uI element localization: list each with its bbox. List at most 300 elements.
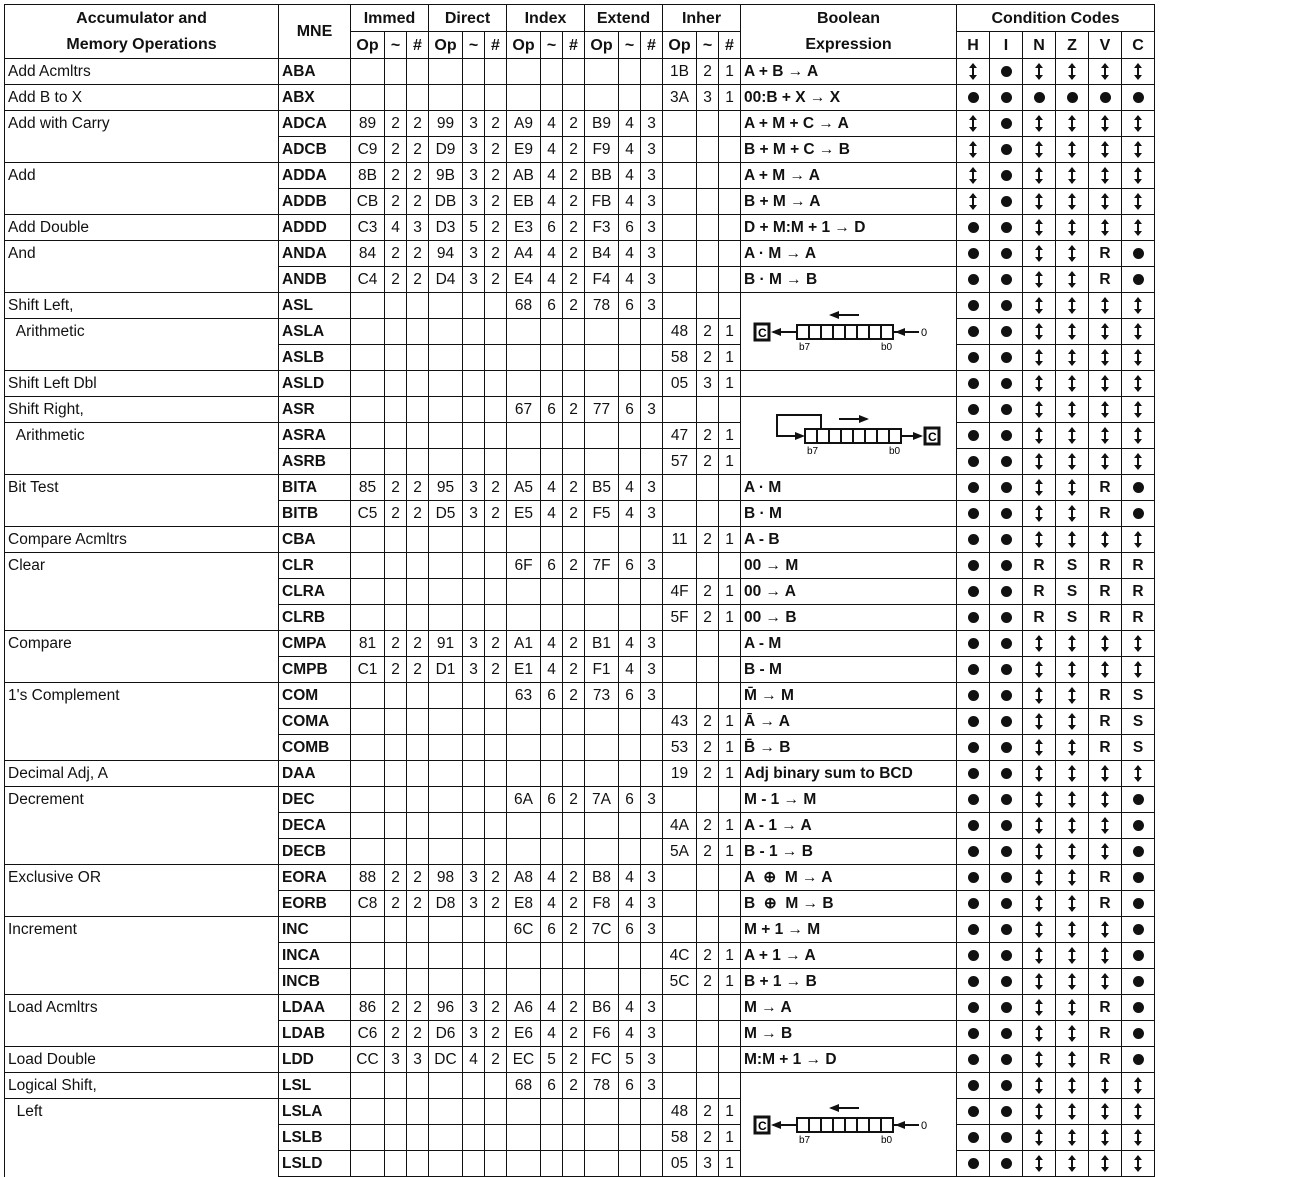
imm-opcode: [351, 527, 385, 553]
condition-code-c: [1122, 371, 1155, 397]
ext-bytes: 3: [641, 553, 663, 579]
imm-bytes: [407, 1099, 429, 1125]
set-or-cleared-icon: [1071, 168, 1073, 183]
mnemonic: CLRB: [279, 605, 351, 631]
unaffected-dot-icon: [1001, 300, 1012, 311]
condition-code-n: [1023, 319, 1056, 345]
idx-opcode: EC: [507, 1047, 541, 1073]
set-or-cleared-icon: [1038, 1026, 1040, 1041]
condition-code-h: [957, 345, 990, 371]
header-extend-bytes: #: [641, 32, 663, 59]
condition-code-n: [1023, 917, 1056, 943]
imm-bytes: 2: [407, 137, 429, 163]
operation-description: Compare: [5, 631, 279, 657]
idx-cycles: [541, 839, 563, 865]
dir-opcode: [429, 969, 463, 995]
condition-code-c: [1122, 969, 1155, 995]
dir-bytes: [485, 1151, 507, 1177]
condition-code-v: [1089, 553, 1122, 579]
condition-code-n: [1023, 683, 1056, 709]
dir-bytes: [485, 683, 507, 709]
ext-cycles: 6: [619, 397, 641, 423]
boolean-expression: A · M → A: [741, 241, 957, 267]
idx-cycles: 4: [541, 995, 563, 1021]
set-or-cleared-icon: [1071, 272, 1073, 287]
idx-bytes: [563, 605, 585, 631]
operation-description: Shift Right,: [5, 397, 279, 423]
dir-bytes: 2: [485, 475, 507, 501]
imm-cycles: [385, 943, 407, 969]
ext-cycles: 6: [619, 1073, 641, 1099]
imm-cycles: [385, 605, 407, 631]
inh-bytes: [719, 397, 741, 423]
set-or-cleared-icon: [1137, 1104, 1139, 1119]
inh-cycles: 3: [697, 85, 719, 111]
ext-opcode: B8: [585, 865, 619, 891]
operation-description: [5, 891, 279, 917]
idx-cycles: [541, 735, 563, 761]
condition-code-v: [1089, 1151, 1122, 1177]
condition-code-v: [1089, 995, 1122, 1021]
dir-cycles: 3: [463, 1021, 485, 1047]
header-flag-h: H: [957, 32, 990, 59]
boolean-expression: A - B: [741, 527, 957, 553]
unaffected-dot-icon: [1001, 612, 1012, 623]
condition-code-h: [957, 943, 990, 969]
set-or-cleared-icon: [1104, 428, 1106, 443]
condition-code-c: [1122, 475, 1155, 501]
unaffected-dot-icon: [1001, 404, 1012, 415]
ext-cycles: 6: [619, 215, 641, 241]
idx-opcode: [507, 761, 541, 787]
unaffected-dot-icon: [1133, 898, 1144, 909]
set-or-cleared-icon: [1038, 428, 1040, 443]
set-or-cleared-icon: [1071, 714, 1073, 729]
dir-opcode: [429, 813, 463, 839]
inh-bytes: [719, 267, 741, 293]
unaffected-dot-icon: [968, 742, 979, 753]
condition-code-n: [1023, 891, 1056, 917]
set-or-cleared-icon: [1104, 324, 1106, 339]
set-or-cleared-icon: [1137, 636, 1139, 651]
set-or-cleared-icon: [1038, 1130, 1040, 1145]
imm-bytes: 2: [407, 865, 429, 891]
imm-cycles: 2: [385, 891, 407, 917]
instruction-row-asrb: [5, 449, 1155, 475]
imm-opcode: 88: [351, 865, 385, 891]
imm-cycles: [385, 969, 407, 995]
ext-opcode: B1: [585, 631, 619, 657]
condition-code-h: [957, 241, 990, 267]
dir-cycles: [463, 449, 485, 475]
condition-code-h: [957, 215, 990, 241]
idx-bytes: [563, 839, 585, 865]
inh-cycles: [697, 917, 719, 943]
direction-arrow: [829, 1104, 839, 1112]
dir-bytes: 2: [485, 163, 507, 189]
idx-cycles: 6: [541, 787, 563, 813]
set-or-cleared-icon: [1104, 1130, 1106, 1145]
condition-code-c: [1122, 709, 1155, 735]
flag-value: R: [1099, 271, 1111, 288]
zero-label: 0: [920, 326, 927, 339]
dir-cycles: [463, 527, 485, 553]
imm-bytes: [407, 423, 429, 449]
ext-opcode: F4: [585, 267, 619, 293]
condition-code-i: [990, 345, 1023, 371]
condition-code-c: [1122, 1125, 1155, 1151]
mnemonic: LDD: [279, 1047, 351, 1073]
imm-bytes: [407, 787, 429, 813]
ext-opcode: 7F: [585, 553, 619, 579]
boolean-expression: A - 1 → A: [741, 813, 957, 839]
idx-cycles: 4: [541, 189, 563, 215]
flag-value: R: [1132, 583, 1144, 600]
imm-opcode: C5: [351, 501, 385, 527]
bit0-label: b0: [880, 341, 892, 353]
idx-opcode: [507, 371, 541, 397]
inh-bytes: 1: [719, 1099, 741, 1125]
ext-cycles: [619, 423, 641, 449]
imm-bytes: [407, 371, 429, 397]
boolean-expression: A - M: [741, 631, 957, 657]
condition-code-i: [990, 85, 1023, 111]
zero-label: 0: [920, 1119, 927, 1132]
set-or-cleared-icon: [1104, 194, 1106, 209]
set-or-cleared-icon: [1038, 740, 1040, 755]
set-or-cleared-icon: [1071, 246, 1073, 261]
unaffected-dot-icon: [1133, 274, 1144, 285]
imm-opcode: C8: [351, 891, 385, 917]
flag-value: R: [1099, 557, 1111, 574]
dir-bytes: [485, 605, 507, 631]
imm-bytes: 2: [407, 1021, 429, 1047]
instruction-row-clr: [5, 553, 1155, 579]
inh-opcode: [663, 631, 697, 657]
instruction-row-andb: [5, 267, 1155, 293]
ext-cycles: [619, 1125, 641, 1151]
ext-opcode: [585, 59, 619, 85]
inh-opcode: [663, 787, 697, 813]
set-or-cleared-icon: [1071, 740, 1073, 755]
boolean-expression: A + B → A: [741, 59, 957, 85]
idx-cycles: 6: [541, 553, 563, 579]
unaffected-dot-icon: [1133, 950, 1144, 961]
flag-value: R: [1099, 739, 1111, 756]
unaffected-dot-icon: [968, 404, 979, 415]
condition-code-c: [1122, 917, 1155, 943]
condition-code-v: [1089, 371, 1122, 397]
condition-code-z: [1056, 163, 1089, 189]
condition-code-z: [1056, 449, 1089, 475]
header-index-cycles: ~: [541, 32, 563, 59]
mnemonic: COMA: [279, 709, 351, 735]
ext-opcode: B4: [585, 241, 619, 267]
dir-opcode: [429, 527, 463, 553]
unaffected-dot-icon: [968, 768, 979, 779]
condition-code-h: [957, 293, 990, 319]
set-or-cleared-icon: [1038, 948, 1040, 963]
ext-cycles: [619, 761, 641, 787]
idx-cycles: [541, 1125, 563, 1151]
operation-description: [5, 1021, 279, 1047]
condition-code-i: [990, 813, 1023, 839]
condition-code-n: [1023, 761, 1056, 787]
flag-value: R: [1099, 713, 1111, 730]
condition-code-h: [957, 449, 990, 475]
mnemonic: ASR: [279, 397, 351, 423]
set-or-cleared-icon: [1038, 506, 1040, 521]
condition-code-c: [1122, 163, 1155, 189]
header-condition-codes: Condition Codes: [957, 5, 1155, 32]
condition-code-n: [1023, 85, 1056, 111]
condition-code-v: [1089, 423, 1122, 449]
imm-cycles: 2: [385, 501, 407, 527]
condition-code-h: [957, 579, 990, 605]
set-or-cleared-icon: [1071, 1026, 1073, 1041]
dir-cycles: 3: [463, 995, 485, 1021]
condition-code-i: [990, 1047, 1023, 1073]
ext-cycles: 5: [619, 1047, 641, 1073]
condition-code-i: [990, 111, 1023, 137]
instruction-row-lsla: [5, 1099, 1155, 1125]
condition-code-n: [1023, 215, 1056, 241]
set-or-cleared-icon: [1071, 428, 1073, 443]
imm-opcode: CC: [351, 1047, 385, 1073]
flag-value: R: [1132, 609, 1144, 626]
condition-code-c: [1122, 1151, 1155, 1177]
imm-cycles: [385, 839, 407, 865]
set-or-cleared-icon: [1071, 948, 1073, 963]
condition-code-v: [1089, 1125, 1122, 1151]
dir-bytes: 2: [485, 137, 507, 163]
inh-cycles: 2: [697, 449, 719, 475]
bit7-label: b7: [806, 445, 818, 457]
flag-value: R: [1099, 505, 1111, 522]
inh-opcode: 19: [663, 761, 697, 787]
condition-code-h: [957, 1151, 990, 1177]
instruction-row-aba: [5, 59, 1155, 85]
imm-opcode: C1: [351, 657, 385, 683]
ext-bytes: [641, 761, 663, 787]
boolean-expression: [741, 371, 957, 397]
dir-bytes: [485, 371, 507, 397]
idx-bytes: 2: [563, 917, 585, 943]
condition-code-h: [957, 605, 990, 631]
condition-code-n: [1023, 241, 1056, 267]
dir-opcode: D4: [429, 267, 463, 293]
instruction-set-table: [4, 4, 1155, 1177]
idx-opcode: E6: [507, 1021, 541, 1047]
condition-code-z: [1056, 995, 1089, 1021]
idx-bytes: 2: [563, 137, 585, 163]
imm-cycles: 2: [385, 111, 407, 137]
dir-opcode: 96: [429, 995, 463, 1021]
imm-opcode: [351, 709, 385, 735]
set-or-cleared-icon: [1137, 1078, 1139, 1093]
ext-bytes: 3: [641, 917, 663, 943]
dir-bytes: [485, 527, 507, 553]
ext-bytes: [641, 1099, 663, 1125]
condition-code-h: [957, 371, 990, 397]
condition-code-c: [1122, 527, 1155, 553]
imm-opcode: 84: [351, 241, 385, 267]
imm-bytes: [407, 579, 429, 605]
condition-code-i: [990, 423, 1023, 449]
inh-cycles: [697, 657, 719, 683]
set-or-cleared-icon: [1137, 64, 1139, 79]
mnemonic: CLRA: [279, 579, 351, 605]
dir-opcode: D8: [429, 891, 463, 917]
condition-code-v: [1089, 709, 1122, 735]
inh-cycles: 2: [697, 59, 719, 85]
imm-bytes: 3: [407, 215, 429, 241]
condition-code-v: [1089, 1047, 1122, 1073]
inh-bytes: 1: [719, 579, 741, 605]
dir-bytes: 2: [485, 1047, 507, 1073]
imm-opcode: [351, 943, 385, 969]
operation-description: [5, 1151, 279, 1177]
condition-code-h: [957, 735, 990, 761]
ext-bytes: 3: [641, 683, 663, 709]
ext-cycles: 6: [619, 293, 641, 319]
unaffected-dot-icon: [968, 222, 979, 233]
dir-bytes: [485, 1073, 507, 1099]
idx-opcode: 6F: [507, 553, 541, 579]
header-extend-op: Op: [585, 32, 619, 59]
dir-opcode: [429, 917, 463, 943]
unaffected-dot-icon: [1133, 508, 1144, 519]
condition-code-v: [1089, 631, 1122, 657]
set-or-cleared-icon: [1137, 532, 1139, 547]
direction-arrow: [829, 311, 839, 319]
imm-opcode: [351, 761, 385, 787]
condition-code-h: [957, 761, 990, 787]
flag-value: R: [1132, 557, 1144, 574]
inh-opcode: [663, 865, 697, 891]
idx-bytes: [563, 527, 585, 553]
imm-bytes: [407, 761, 429, 787]
idx-opcode: [507, 839, 541, 865]
ext-cycles: 4: [619, 137, 641, 163]
ext-opcode: [585, 839, 619, 865]
condition-code-h: [957, 163, 990, 189]
inh-opcode: [663, 501, 697, 527]
set-or-cleared-icon: [1104, 766, 1106, 781]
set-or-cleared-icon: [1038, 636, 1040, 651]
condition-code-n: [1023, 969, 1056, 995]
imm-cycles: 2: [385, 189, 407, 215]
ext-opcode: F9: [585, 137, 619, 163]
idx-cycles: 6: [541, 215, 563, 241]
inh-cycles: 2: [697, 319, 719, 345]
unaffected-dot-icon: [1133, 846, 1144, 857]
instruction-row-aslb: [5, 345, 1155, 371]
ext-cycles: 4: [619, 267, 641, 293]
idx-bytes: 2: [563, 1021, 585, 1047]
imm-bytes: 2: [407, 163, 429, 189]
set-or-cleared-icon: [972, 64, 974, 79]
imm-bytes: 2: [407, 475, 429, 501]
condition-code-c: [1122, 761, 1155, 787]
unaffected-dot-icon: [1001, 1132, 1012, 1143]
operation-description: Compare Acmltrs: [5, 527, 279, 553]
unaffected-dot-icon: [1001, 222, 1012, 233]
condition-code-n: [1023, 163, 1056, 189]
imm-cycles: [385, 1151, 407, 1177]
unaffected-dot-icon: [968, 1054, 979, 1065]
imm-cycles: 2: [385, 241, 407, 267]
ext-opcode: 77: [585, 397, 619, 423]
condition-code-z: [1056, 189, 1089, 215]
condition-code-v: [1089, 267, 1122, 293]
inh-cycles: 2: [697, 761, 719, 787]
set-or-cleared-icon: [1038, 844, 1040, 859]
condition-code-i: [990, 969, 1023, 995]
condition-code-i: [990, 1021, 1023, 1047]
ext-opcode: [585, 345, 619, 371]
condition-code-i: [990, 605, 1023, 631]
set-or-cleared-icon: [1104, 1156, 1106, 1171]
condition-code-h: [957, 85, 990, 111]
unaffected-dot-icon: [968, 664, 979, 675]
set-or-cleared-icon: [1038, 1156, 1040, 1171]
idx-cycles: 4: [541, 501, 563, 527]
dir-cycles: [463, 371, 485, 397]
condition-code-z: [1056, 345, 1089, 371]
ext-cycles: 4: [619, 995, 641, 1021]
set-or-cleared-icon: [1038, 896, 1040, 911]
idx-opcode: A5: [507, 475, 541, 501]
bit7-label: b7: [798, 1134, 810, 1146]
idx-cycles: [541, 943, 563, 969]
set-or-cleared-icon: [1038, 246, 1040, 261]
unaffected-dot-icon: [968, 352, 979, 363]
imm-cycles: 2: [385, 995, 407, 1021]
set-or-cleared-icon: [972, 142, 974, 157]
mnemonic: ASLA: [279, 319, 351, 345]
set-or-cleared-icon: [1038, 792, 1040, 807]
idx-cycles: 4: [541, 137, 563, 163]
ext-bytes: [641, 423, 663, 449]
condition-code-n: [1023, 111, 1056, 137]
shift-in-arrow: [895, 328, 905, 336]
condition-code-z: [1056, 657, 1089, 683]
unaffected-dot-icon: [1001, 664, 1012, 675]
boolean-expression: A + 1 → A: [741, 943, 957, 969]
condition-code-z: [1056, 59, 1089, 85]
ext-opcode: B9: [585, 111, 619, 137]
inh-opcode: [663, 683, 697, 709]
dir-cycles: [463, 735, 485, 761]
dir-opcode: [429, 423, 463, 449]
dir-cycles: [463, 319, 485, 345]
dir-cycles: [463, 943, 485, 969]
idx-bytes: [563, 1099, 585, 1125]
imm-opcode: 86: [351, 995, 385, 1021]
idx-opcode: [507, 1151, 541, 1177]
boolean-diagram-cell: [741, 397, 957, 475]
dir-bytes: [485, 787, 507, 813]
operation-description: Add Acmltrs: [5, 59, 279, 85]
condition-code-n: [1023, 709, 1056, 735]
ext-opcode: [585, 735, 619, 761]
header-inher-op: Op: [663, 32, 697, 59]
set-or-cleared-icon: [1071, 142, 1073, 157]
ext-cycles: [619, 319, 641, 345]
instruction-row-deca: [5, 813, 1155, 839]
ext-opcode: [585, 943, 619, 969]
